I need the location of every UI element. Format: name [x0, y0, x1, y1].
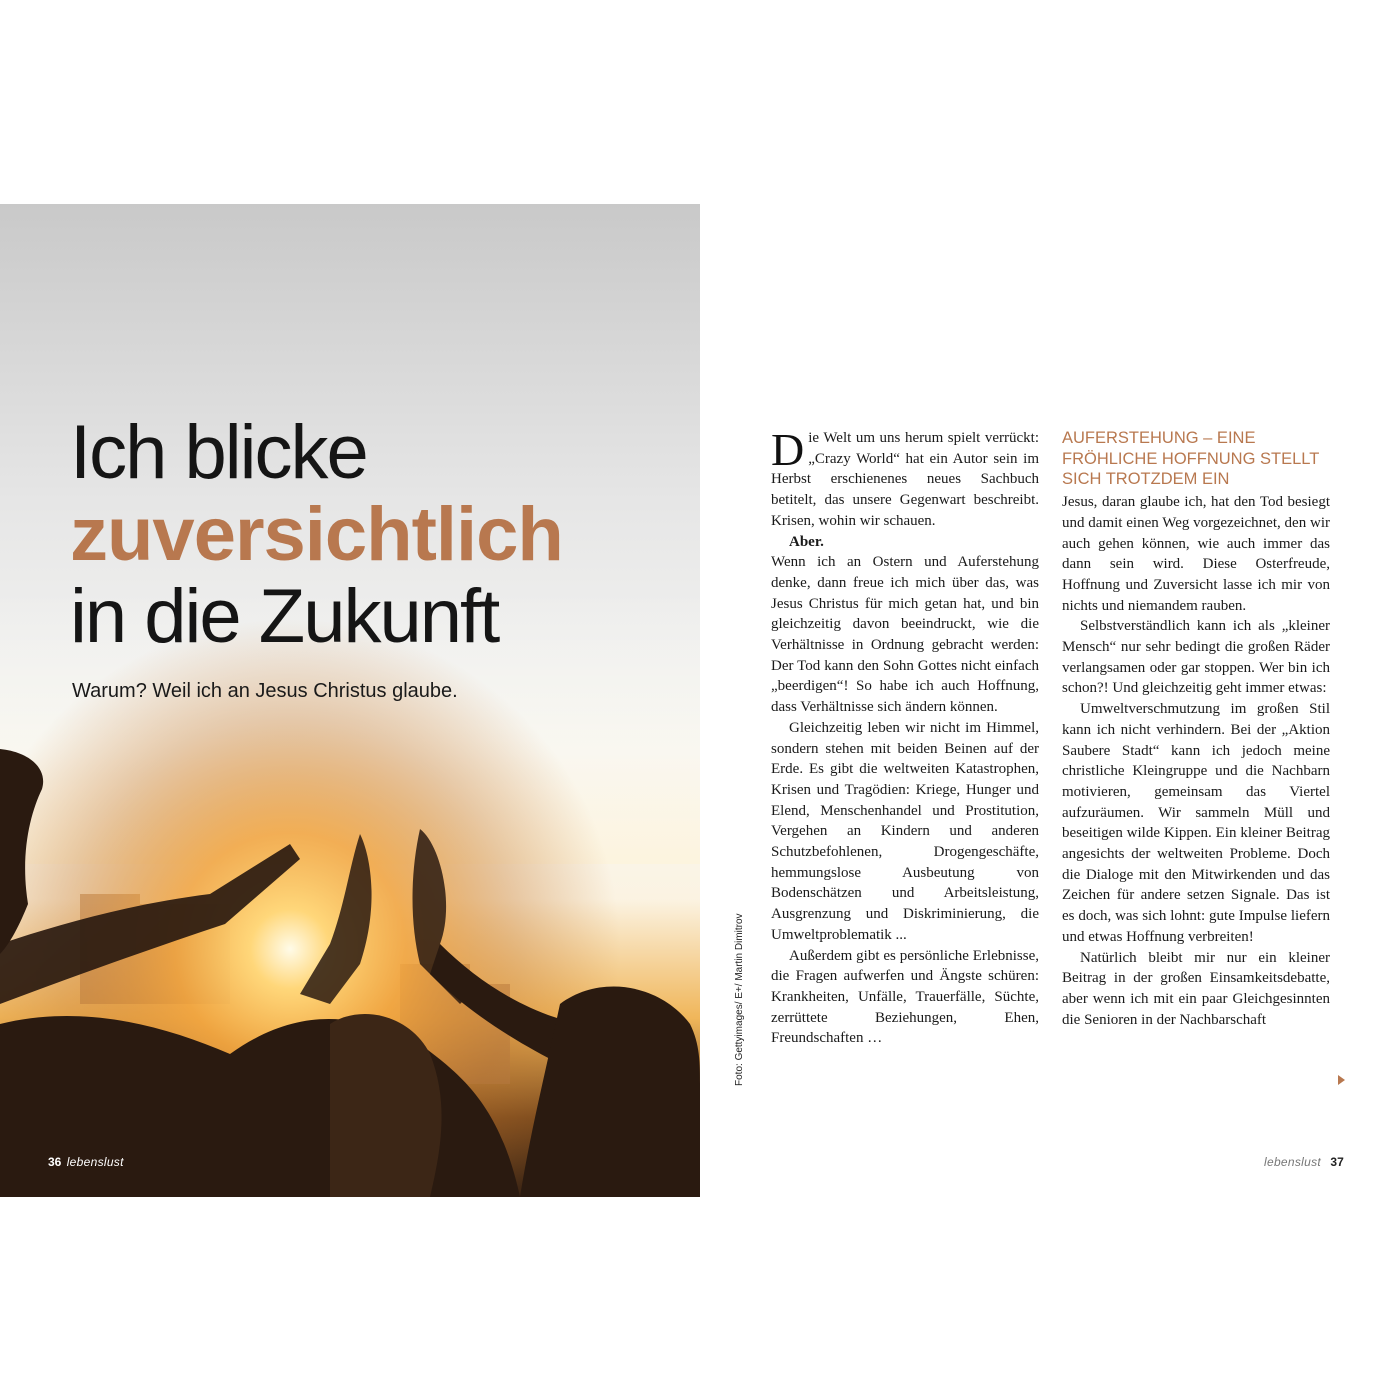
paragraph: Umweltverschmutzung im großen Stil kann ich nicht verhindern. Bei der „Aktion Saubere Stadt“ kann ich jedoch meine christliche Kleingruppe und die Nachbarn motivieren, gemeinsam das Viertel aufzuräumen. Wir sammeln Müll und beseitigen wilde Kippen. Ein kleiner Beitrag angesichts der weltweiten Probleme. Doch die Dialoge mit den Mitwirkenden und das Zeichen für andere setzen Signale. Das ist es doch, was sich lohnt: gute Impulse liefern und etwas Hoffnung verbreiten! — [1062, 701, 1330, 945]
text-column-2 — [1062, 428, 1330, 1030]
paragraph: Jesus, daran glaube ich, hat den Tod besiegt und damit einen Weg vorgezeichnet, den wir auch gehen können, wie auch immer das dann sein wird. Diese Osterfreude, Hoffnung und Zuversicht lasse ich mir von nichts und niemandem rauben. — [1062, 494, 1330, 614]
headline — [70, 412, 563, 658]
magazine-logo-left: lebenslust — [66, 1155, 124, 1169]
emphasis-text: Aber. — [789, 533, 824, 550]
headline-line-2: zuversichtlich — [70, 492, 563, 577]
paragraph: Gleichzeitig leben wir nicht im Himmel, sondern stehen mit beiden Beinen auf der Erde. Es gibt die weltweiten Katastrophen, Krisen und Tragödien: Kriege, Hunger und Elend, Menschenhandel und Prostitution, Vergehen an Kindern und anderen Schutzbefohlenen, Drogengeschäfte, hemmungslose Ausbeutung von Bodenschätzen und Arbeitsleistung, Ausgrenzung und Diskriminierung, die Umweltproblematik ... — [771, 719, 1039, 943]
page-number-right: 37 — [1330, 1155, 1344, 1169]
paragraph: Selbstverständlich kann ich als „kleiner Mensch“ nur sehr bedingt die großen Räder verlangsamen oder gar stoppen. Wer bin ich schon?! Und gleichzeitig geht immer etwas: — [1062, 618, 1330, 697]
emphasis-line — [771, 532, 1039, 553]
text-column-1 — [771, 424, 1039, 1049]
paragraph: Natürlich bleibt mir nur ein kleiner Beitrag in der großen Einsamkeitsdebatte, aber wenn ich mit ein paar Gleichgesinnten die Senioren in der Nachbarschaft — [1062, 949, 1330, 1028]
photo-credit: Foto: Gettyimages/ E+/ Martin Dimitrov — [734, 913, 745, 1086]
paragraph: Wenn ich an Ostern und Auferstehung denke, dann freue ich mich über das, was Jesus Christus für mich getan hat, und bin gleichzeitig davon beeindruckt, wie die Verhältnisse in Ordnung gebracht werden: Der Tod kann den Sohn Gottes nicht einfach „beerdigen“! So habe ich auch Hoffnung, dass Verhältnisse sich ändern können. — [771, 554, 1039, 716]
subtitle: Warum? Weil ich an Jesus Christus glaube. — [72, 680, 458, 702]
folio-left — [48, 1155, 124, 1169]
triangle-right-icon — [1338, 1075, 1345, 1085]
magazine-logo-right: lebenslust — [1264, 1155, 1322, 1169]
intro-paragraph — [771, 424, 1039, 532]
page-number-left: 36 — [48, 1155, 62, 1169]
folio-right — [1264, 1155, 1344, 1169]
headline-line-1: Ich blicke — [70, 410, 367, 495]
left-page — [0, 204, 700, 1197]
drop-cap: D — [771, 424, 805, 475]
headline-line-3: in die Zukunft — [70, 574, 499, 659]
intro-text: ie Welt um uns herum spielt verrückt: „Crazy World“ hat ein Autor sein im Herbst erschienenes neues Sachbuch betitelt, das unsere Gegenwart beschreibt. Krisen, wohin wir schauen. — [771, 430, 1039, 529]
paragraph: Außerdem gibt es persönliche Erlebnisse, die Fragen aufwerfen und Ängste schüren: Krankheiten, Unfälle, Trauerfälle, Süchte, zerrüttete Beziehungen, Ehen, Freundschaften … — [771, 947, 1039, 1047]
section-heading: AUFERSTEHUNG – EINE FRÖHLICHE HOFFNUNG STELLT SICH TROTZDEM EIN — [1062, 429, 1319, 489]
